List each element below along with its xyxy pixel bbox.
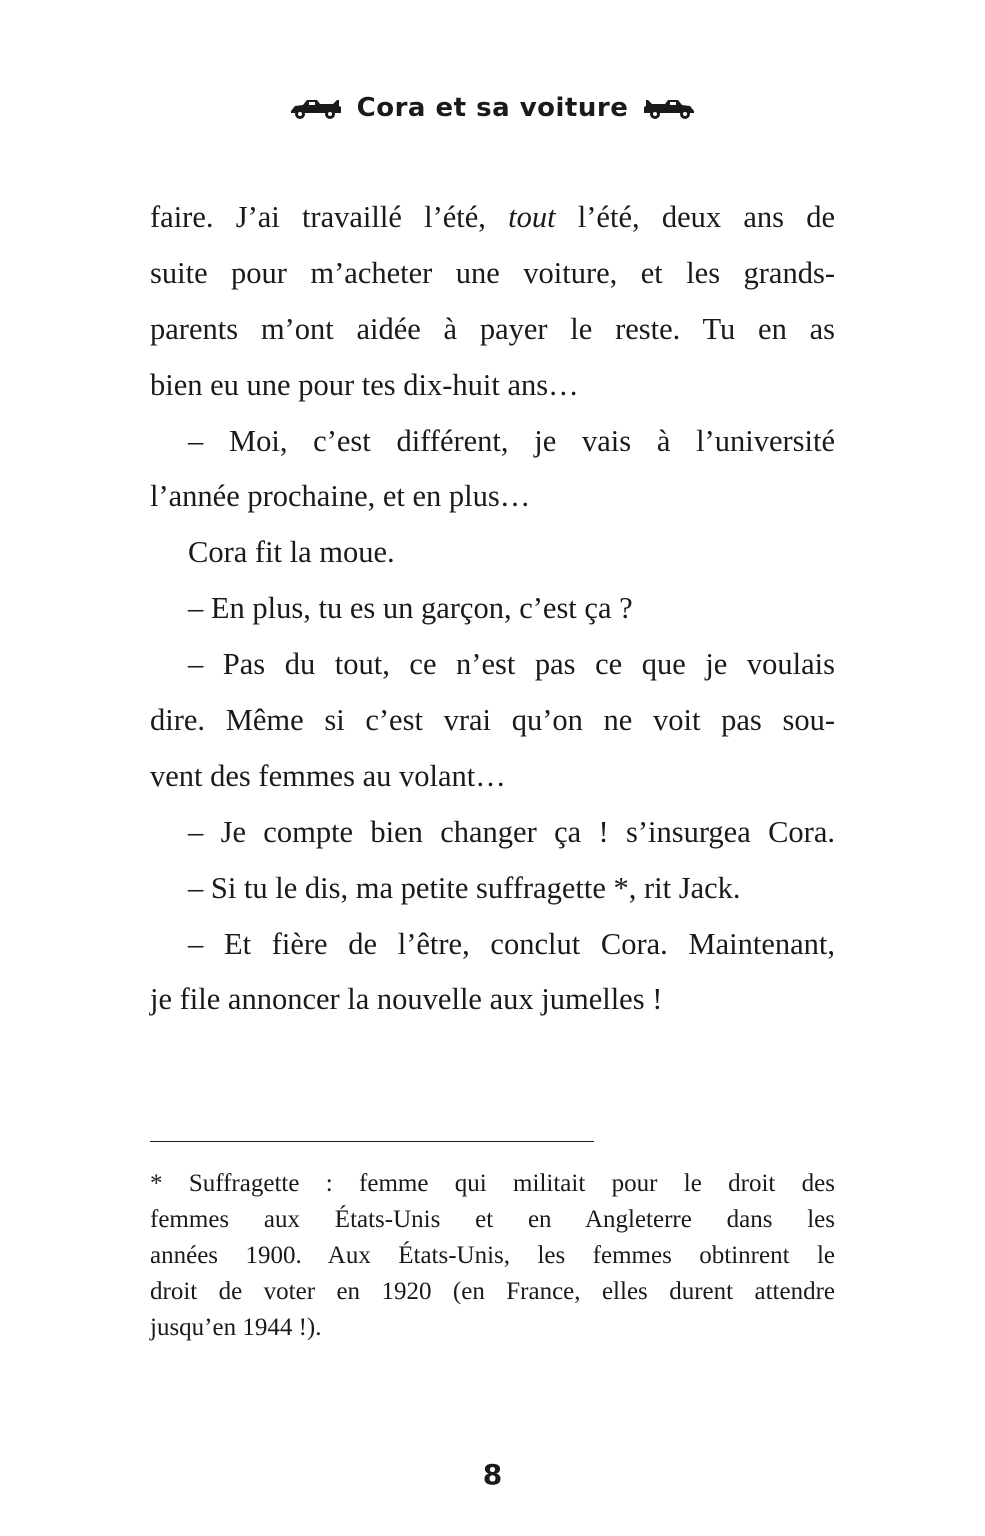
text-line: – Pas du tout, ce n’est pas ce que je voulais: [188, 647, 835, 682]
text-line: dire. Même si c’est vrai qu’on ne voit pas sou-: [150, 703, 835, 738]
footnote-line: * Suffragette : femme qui militait pour le droit des: [150, 1170, 835, 1197]
page-number: 8: [482, 1458, 503, 1491]
text-line: bien eu une pour tes dix-huit ans…: [150, 367, 579, 402]
running-header: [0, 88, 985, 128]
text-line: – Moi, c’est différent, je vais à l’université: [188, 423, 835, 458]
footnote-line: droit de voter en 1920 (en France, elles durent attendre: [150, 1278, 835, 1305]
text-line: l’année prochaine, et en plus…: [150, 479, 531, 514]
footnote-line: années 1900. Aux États-Unis, les femmes obtinrent le: [150, 1242, 835, 1269]
vintage-car-icon: [287, 94, 343, 122]
text-line: – Et fière de l’être, conclut Cora. Maintenant,: [188, 926, 835, 961]
text-line: faire. J’ai travaillé l’été, tout l’été, deux ans de: [150, 200, 835, 234]
running-header-title: Cora et sa voiture: [356, 93, 629, 123]
text-line: Cora fit la moue.: [188, 535, 395, 570]
text-line: vent des femmes au volant…: [150, 758, 506, 793]
emphasis: tout: [508, 200, 556, 234]
text-line: – En plus, tu es un garçon, c’est ça ?: [188, 591, 633, 626]
text-line: – Si tu le dis, ma petite suffragette *, rit Jack.: [188, 870, 741, 905]
footnote-divider: [150, 1141, 594, 1142]
vintage-car-icon: [642, 94, 698, 122]
footnote-line: jusqu’en 1944 !).: [150, 1314, 322, 1341]
text-line: parents m’ont aidée à payer le reste. Tu en as: [150, 311, 835, 346]
footnote: [150, 1166, 835, 1346]
text-line: – Je compte bien changer ça ! s’insurgea Cora.: [188, 814, 835, 849]
text-line: suite pour m’acheter une voiture, et les grands-: [150, 255, 835, 290]
footnote-line: femmes aux États-Unis et en Angleterre dans les: [150, 1206, 835, 1233]
body-text: [150, 190, 835, 1028]
text-line: je file annoncer la nouvelle aux jumelles !: [150, 982, 663, 1017]
